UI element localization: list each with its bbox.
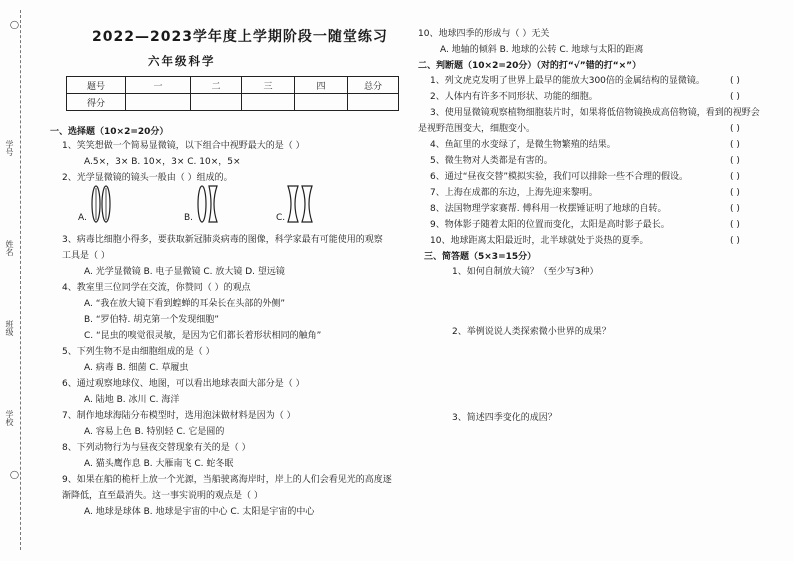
- q5-options: A. 病毒 B. 细菌 C. 草履虫: [84, 363, 189, 373]
- q7-options: A. 容易上色 B. 特别轻 C. 它是圆的: [84, 427, 225, 437]
- binding-circle: ◯: [10, 470, 19, 479]
- short-answer-3: 3、简述四季变化的成因？: [452, 413, 557, 423]
- q1-options: A.5×，3× B. 10×，3× C. 10×，5×: [84, 157, 241, 167]
- q2-option-a: A.: [78, 213, 87, 223]
- q2-option-c: C.: [276, 213, 286, 223]
- q9-line2: 渐降低，直至最消失。这一事实说明的观点是（ ）: [62, 491, 263, 501]
- short-answer-2: 2、举例说说人类探索微小世界的成果？: [452, 327, 611, 337]
- tf-item-4: 4、鱼缸里的水变绿了，是微生物繁殖的结果。: [430, 140, 616, 150]
- tf-item-2: 2、人体内有许多不同形状、功能的细胞。: [430, 92, 598, 102]
- q6-stem: 6、通过观察地球仪、地图，可以看出地球表面大部分是（ ）: [62, 379, 305, 389]
- score-header: 题号: [67, 77, 126, 94]
- tf-item-10: 10、地球距离太阳最近时，北半球就处于炎热的夏季。: [430, 236, 649, 246]
- tf-item-8: 8、法国物理学家赛帮. 傅科用一枚摆锤证明了地球的自转。: [430, 204, 667, 214]
- tf-item-3-cont: 是视野范围变大，细胞变小。: [418, 124, 536, 134]
- tf-answer-blank[interactable]: ( ): [730, 236, 740, 246]
- q3-line1: 3、病毒比细胞小得多，要获取新冠肺炎病毒的图像，科学家最有可能使用的观察: [62, 235, 383, 245]
- q4-option-b: B. “罗伯特. 胡克第一个发现细胞”: [84, 315, 219, 325]
- q2-option-b: B.: [184, 213, 194, 223]
- q1-stem: 1、笑笑想做一个简易显微镜，以下组合中视野最大的是（ ）: [62, 141, 305, 151]
- tf-item-3: 3、使用显微镜观察植物细胞装片时，如果将低倍物镜换成高倍物镜，看到的视野会: [430, 108, 760, 118]
- binding-label-school: 学校: [5, 410, 14, 426]
- exam-title: 2022—2023学年度上学期阶段一随堂练习: [92, 29, 388, 45]
- tf-item-7: 7、上海在成都的东边，上海先迎来黎明。: [430, 188, 598, 198]
- tf-answer-blank[interactable]: ( ): [730, 140, 740, 150]
- binding-label-student-id: 学号: [5, 140, 14, 156]
- q9-options: A. 地球是球体 B. 地球是宇宙的中心 C. 太阳是宇宙的中心: [84, 507, 315, 517]
- tf-item-6: 6、通过“昼夜交替”模拟实验，我们可以排除一些不合理的假设。: [430, 172, 689, 182]
- score-cell[interactable]: [191, 94, 242, 111]
- concave-lens-icon: [286, 184, 314, 224]
- fold-line: [20, 10, 21, 550]
- score-table: [66, 76, 399, 111]
- section1-heading: 一、选择题（10×2=20分）: [50, 127, 169, 137]
- q10-options: A. 地轴的倾斜 B. 地球的公转 C. 地球与太阳的距离: [440, 45, 644, 55]
- score-header: 二: [191, 77, 242, 94]
- score-header: 三: [242, 77, 295, 94]
- q4-option-c: C. “昆虫的嗅觉很灵敏，是因为它们都长着形状相同的触角”: [84, 331, 322, 341]
- tf-answer-blank[interactable]: ( ): [730, 156, 740, 166]
- q8-options: A. 猫头鹰作息 B. 大雁南飞 C. 蛇冬眠: [84, 459, 234, 469]
- q9-line1: 9、如果在船的桅杆上放一个光源，当船驶离海岸时，岸上的人们会看见光的高度逐: [62, 475, 392, 485]
- tf-answer-blank[interactable]: ( ): [730, 92, 740, 102]
- tf-answer-blank[interactable]: ( ): [730, 220, 740, 230]
- tf-answer-blank[interactable]: ( ): [730, 172, 740, 182]
- convex-concave-lens-icon: [194, 184, 222, 224]
- score-header: 四: [295, 77, 348, 94]
- tf-item-1: 1、列文虎克发明了世界上最早的能放大300倍的金属结构的显微镜。: [430, 76, 705, 86]
- q8-stem: 8、下列动物行为与昼夜交替现象有关的是（ ）: [62, 443, 251, 453]
- q3-options: A. 光学显微镜 B. 电子显微镜 C. 放大镜 D. 望远镜: [84, 267, 285, 277]
- score-cell[interactable]: [348, 94, 399, 111]
- binding-label-name: 姓名: [5, 240, 14, 256]
- score-row-label: 得分: [67, 94, 126, 111]
- score-header: 一: [126, 77, 191, 94]
- q4-stem: 4、教室里三位同学在交流，你赞同（ ）的观点: [62, 283, 251, 293]
- tf-item-5: 5、微生物对人类都是有害的。: [430, 156, 553, 166]
- q3-line2: 工具是（ ）: [62, 251, 110, 261]
- section3-heading: 三、简答题（5×3=15分）: [424, 252, 537, 262]
- score-header: 总分: [348, 77, 399, 94]
- short-answer-1: 1、如何自制放大镜？（至少写3种）: [452, 267, 599, 277]
- section2-heading: 二、判断题（10×2=20分）（对的打“√”错的打“×”）: [418, 61, 642, 71]
- score-cell[interactable]: [126, 94, 191, 111]
- exam-subtitle: 六年级科学: [148, 54, 216, 68]
- binding-circle: ◯: [10, 20, 19, 29]
- q10-stem: 10、地球四季的形成与（ ）无关: [418, 29, 550, 39]
- binding-label-class: 班级: [5, 320, 14, 336]
- q4-option-a: A. “我在放大镜下看到蝗蝉的耳朵长在头部的外侧”: [84, 299, 286, 309]
- tf-answer-blank[interactable]: ( ): [730, 76, 740, 86]
- tf-item-9: 9、物体影子随着太阳的位置而变化，太阳是高时影子最长。: [430, 220, 670, 230]
- tf-answer-blank[interactable]: ( ): [730, 204, 740, 214]
- score-cell[interactable]: [242, 94, 295, 111]
- q6-options: A. 陆地 B. 冰川 C. 海洋: [84, 395, 180, 405]
- q7-stem: 7、制作地球海陆分布模型时，选用泡沫做材料是因为（ ）: [62, 411, 296, 421]
- q5-stem: 5、下列生物不是由细胞组成的是（ ）: [62, 347, 215, 357]
- convex-lens-icon: [88, 184, 116, 224]
- tf-answer-blank[interactable]: ( ): [730, 188, 740, 198]
- tf-answer-blank[interactable]: ( ): [730, 124, 740, 134]
- binding-margin: [0, 0, 40, 561]
- score-cell[interactable]: [295, 94, 348, 111]
- q2-stem: 2、光学显微镜的镜头一般由（ ）组成的。: [62, 173, 233, 183]
